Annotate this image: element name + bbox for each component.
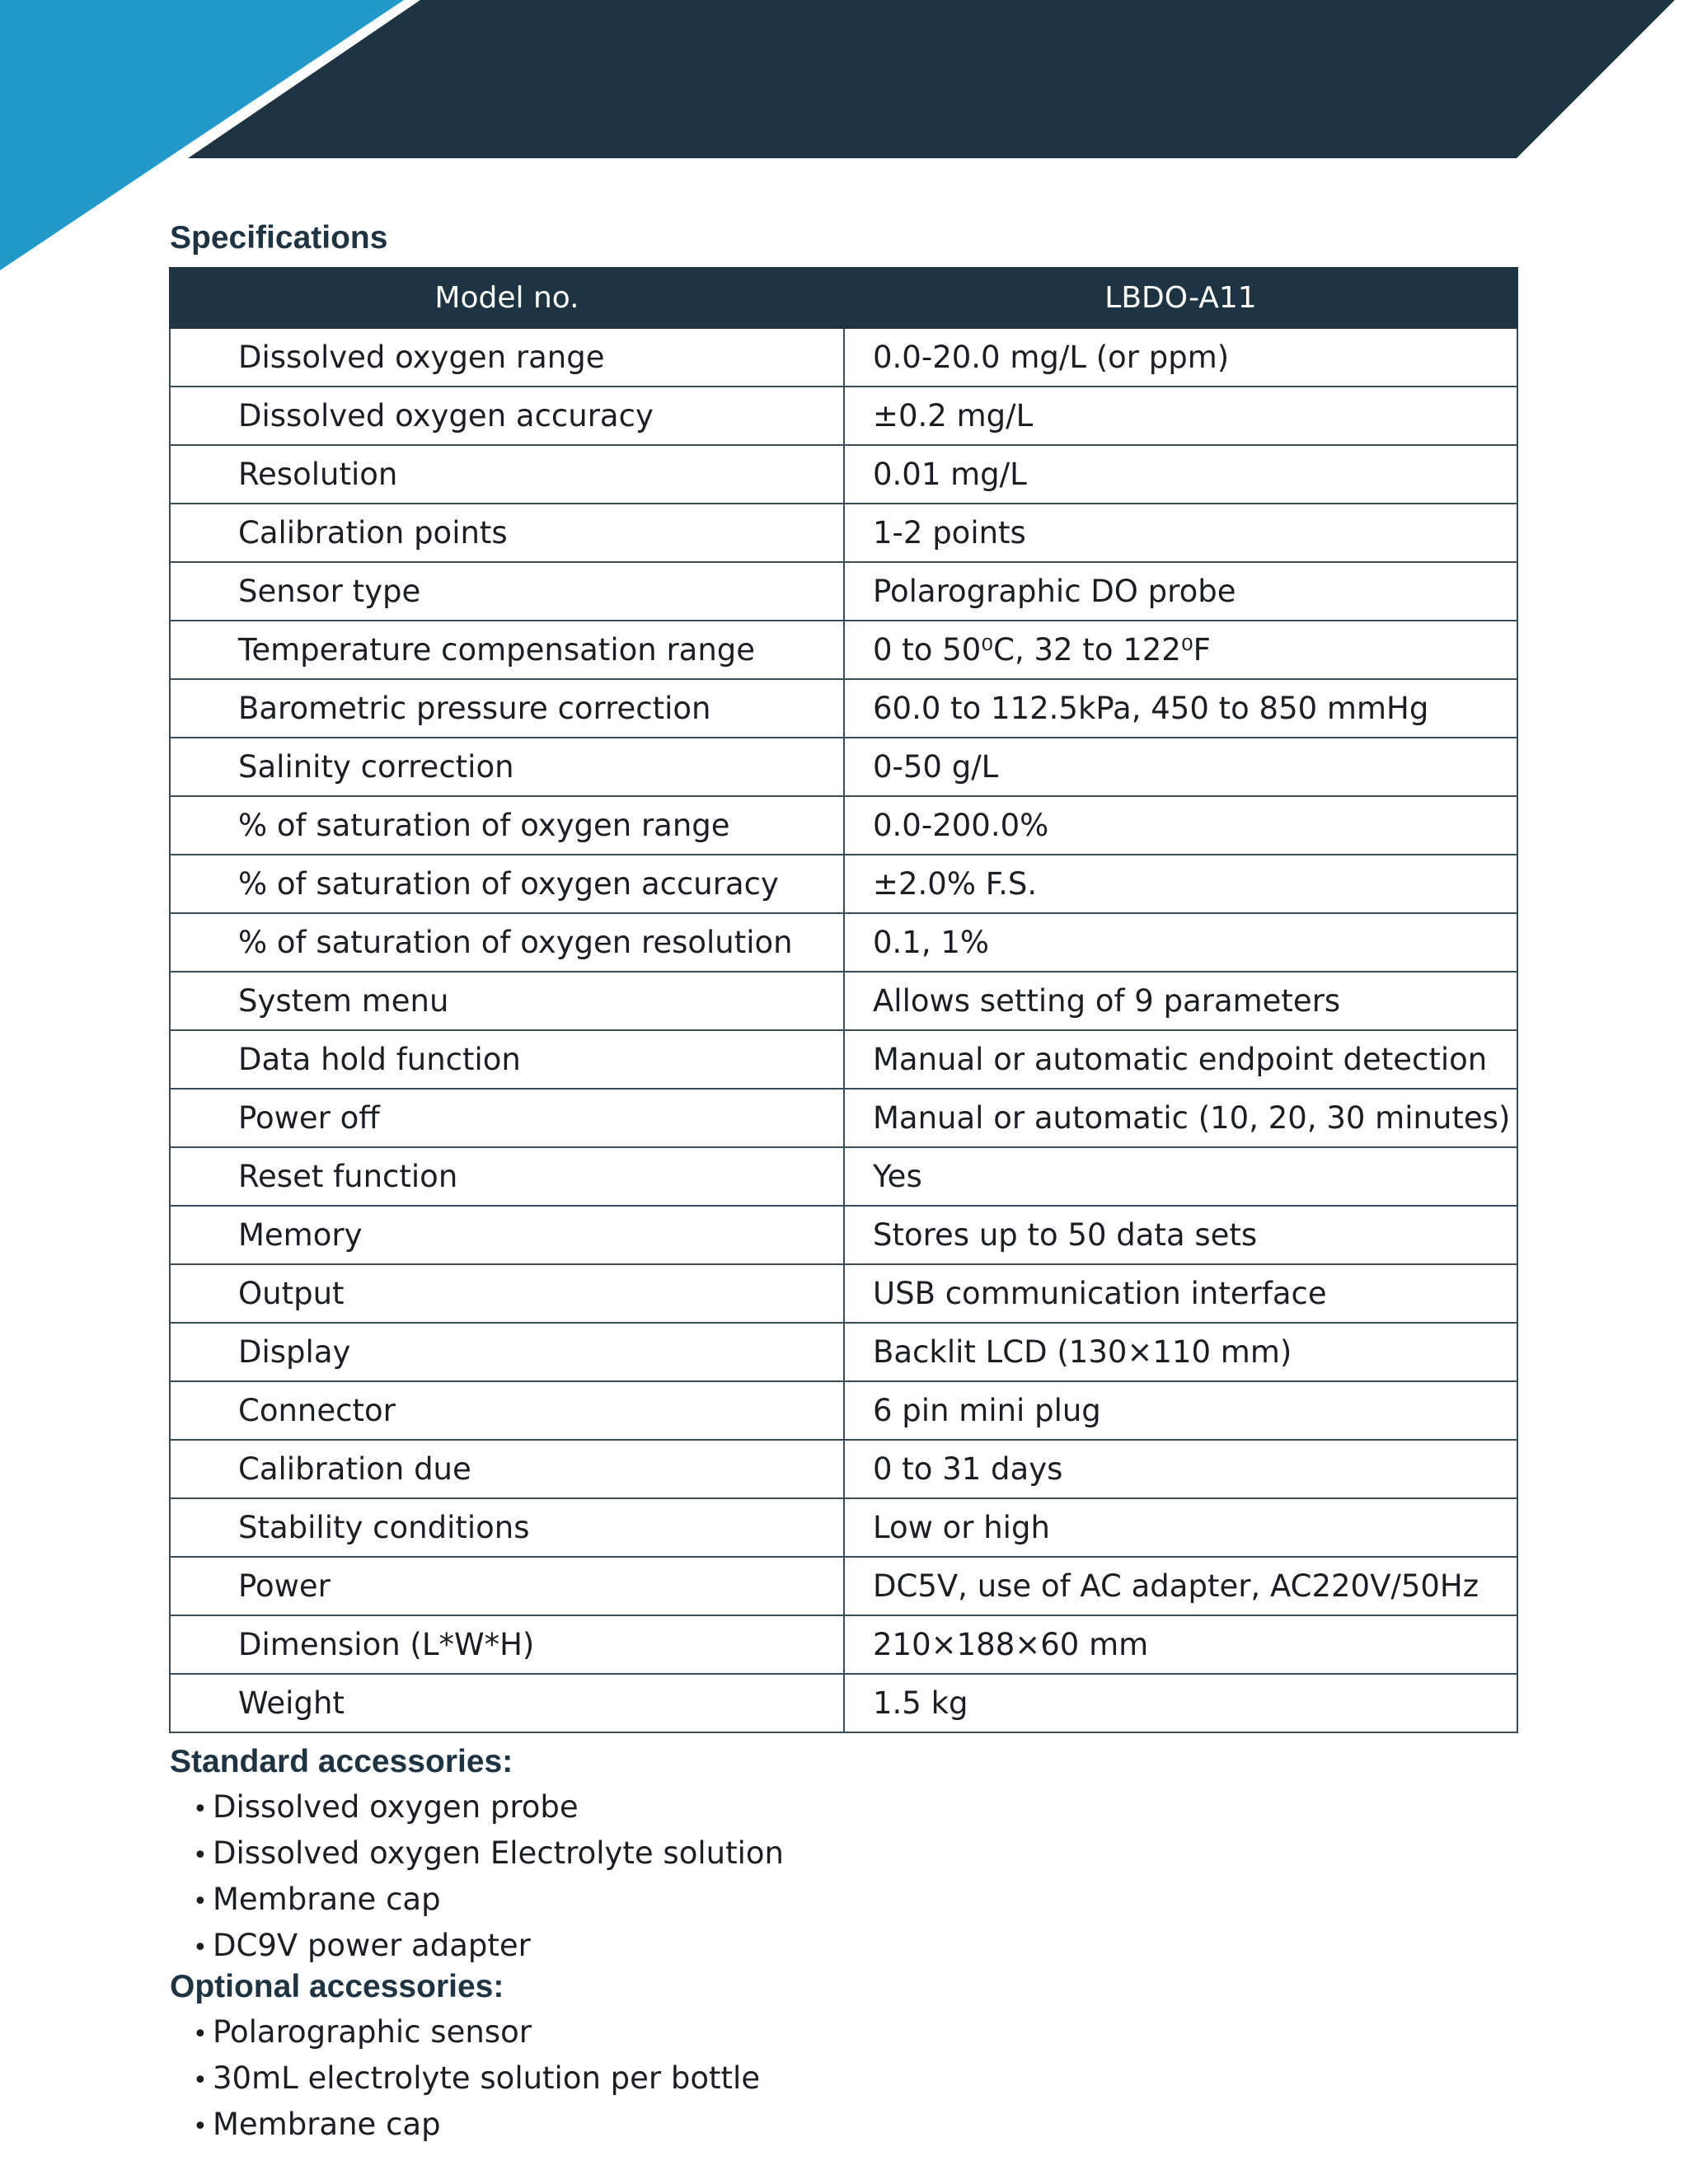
- list-item: [193, 2102, 760, 2149]
- standard-accessories-list: [170, 1785, 784, 1970]
- list-item-text: Membrane cap: [213, 2107, 441, 2142]
- spec-parameter: System menu: [170, 972, 844, 1030]
- standard-accessories: [170, 1742, 784, 1970]
- table-row: [170, 1498, 1517, 1557]
- bullet-icon: •: [193, 1933, 208, 1962]
- table-row: [170, 445, 1517, 504]
- spec-value: Polarographic DO probe: [844, 562, 1517, 621]
- header-model-label: Model no.: [170, 268, 844, 328]
- spec-parameter: % of saturation of oxygen resolution: [170, 913, 844, 972]
- table-row: [170, 1557, 1517, 1615]
- bullet-icon: •: [193, 1887, 208, 1916]
- bullet-icon: •: [193, 1841, 208, 1870]
- spec-value: USB communication interface: [844, 1264, 1517, 1323]
- bullet-icon: •: [193, 2066, 208, 2095]
- spec-parameter: Salinity correction: [170, 738, 844, 796]
- spec-parameter: Dimension (L*W*H): [170, 1615, 844, 1674]
- table-row: [170, 1264, 1517, 1323]
- table-row: [170, 855, 1517, 913]
- list-item: [193, 1785, 784, 1831]
- table-header-row: [170, 268, 1517, 328]
- table-row: [170, 1030, 1517, 1089]
- table-row: [170, 913, 1517, 972]
- spec-value: 0.01 mg/L: [844, 445, 1517, 504]
- spec-value: 1-2 points: [844, 504, 1517, 562]
- spec-parameter: Display: [170, 1323, 844, 1381]
- spec-value: 60.0 to 112.5kPa, 450 to 850 mmHg: [844, 679, 1517, 738]
- spec-value: 0 to 31 days: [844, 1440, 1517, 1498]
- spec-parameter: Power off: [170, 1089, 844, 1147]
- spec-parameter: Memory: [170, 1206, 844, 1264]
- spec-parameter: Data hold function: [170, 1030, 844, 1089]
- spec-value: Low or high: [844, 1498, 1517, 1557]
- spec-parameter: Stability conditions: [170, 1498, 844, 1557]
- table-row: [170, 1089, 1517, 1147]
- spec-value: Stores up to 50 data sets: [844, 1206, 1517, 1264]
- spec-parameter: Sensor type: [170, 562, 844, 621]
- spec-parameter: Temperature compensation range: [170, 621, 844, 679]
- list-item-text: Dissolved oxygen Electrolyte solution: [213, 1835, 784, 1871]
- list-item-text: DC9V power adapter: [213, 1928, 531, 1963]
- list-item: [193, 1924, 784, 1970]
- spec-parameter: Dissolved oxygen accuracy: [170, 387, 844, 445]
- table-row: [170, 1147, 1517, 1206]
- table-row: [170, 504, 1517, 562]
- list-item-text: Dissolved oxygen probe: [213, 1789, 579, 1825]
- bullet-icon: •: [193, 2020, 208, 2049]
- specifications-title: Specifications: [170, 220, 388, 255]
- spec-value: Yes: [844, 1147, 1517, 1206]
- list-item: [193, 2010, 760, 2056]
- header-model-value: LBDO-A11: [844, 268, 1517, 328]
- spec-value: Manual or automatic (10, 20, 30 minutes): [844, 1089, 1517, 1147]
- table-row: [170, 679, 1517, 738]
- spec-parameter: Dissolved oxygen range: [170, 328, 844, 387]
- spec-value: 1.5 kg: [844, 1674, 1517, 1732]
- spec-parameter: Power: [170, 1557, 844, 1615]
- spec-value: 0 to 50⁰C, 32 to 122⁰F: [844, 621, 1517, 679]
- table-row: [170, 1440, 1517, 1498]
- banner-navy-band: [188, 0, 1675, 158]
- spec-parameter: Reset function: [170, 1147, 844, 1206]
- table-row: [170, 1323, 1517, 1381]
- bullet-icon: •: [193, 1795, 208, 1824]
- spec-value: ±0.2 mg/L: [844, 387, 1517, 445]
- spec-value: 210×188×60 mm: [844, 1615, 1517, 1674]
- list-item: [193, 1877, 784, 1924]
- table-row: [170, 387, 1517, 445]
- bullet-icon: •: [193, 2112, 208, 2141]
- standard-accessories-title: Standard accessories:: [170, 1744, 513, 1779]
- table-row: [170, 328, 1517, 387]
- table-row: [170, 738, 1517, 796]
- spec-parameter: Calibration points: [170, 504, 844, 562]
- spec-value: 0.1, 1%: [844, 913, 1517, 972]
- spec-parameter: Weight: [170, 1674, 844, 1732]
- spec-value: 0-50 g/L: [844, 738, 1517, 796]
- optional-accessories-list: [170, 2010, 760, 2149]
- table-row: [170, 796, 1517, 855]
- table-row: [170, 1381, 1517, 1440]
- spec-value: 6 pin mini plug: [844, 1381, 1517, 1440]
- spec-parameter: % of saturation of oxygen accuracy: [170, 855, 844, 913]
- table-row: [170, 621, 1517, 679]
- specifications-table-body: [170, 328, 1517, 1732]
- spec-value: DC5V, use of AC adapter, AC220V/50Hz: [844, 1557, 1517, 1615]
- list-item-text: 30mL electrolyte solution per bottle: [213, 2060, 761, 2096]
- list-item-text: Polarographic sensor: [213, 2014, 532, 2050]
- spec-value: 0.0-20.0 mg/L (or ppm): [844, 328, 1517, 387]
- spec-parameter: Resolution: [170, 445, 844, 504]
- specifications-table: [169, 267, 1518, 1733]
- spec-parameter: Calibration due: [170, 1440, 844, 1498]
- table-row: [170, 972, 1517, 1030]
- spec-parameter: Output: [170, 1264, 844, 1323]
- spec-value: ±2.0% F.S.: [844, 855, 1517, 913]
- table-row: [170, 1674, 1517, 1732]
- table-row: [170, 1206, 1517, 1264]
- spec-value: Backlit LCD (130×110 mm): [844, 1323, 1517, 1381]
- spec-parameter: % of saturation of oxygen range: [170, 796, 844, 855]
- table-row: [170, 562, 1517, 621]
- list-item: [193, 1831, 784, 1877]
- optional-accessories-title: Optional accessories:: [170, 1969, 504, 2004]
- list-item-text: Membrane cap: [213, 1882, 441, 1917]
- list-item: [193, 2056, 760, 2102]
- spec-value: Manual or automatic endpoint detection: [844, 1030, 1517, 1089]
- spec-value: 0.0-200.0%: [844, 796, 1517, 855]
- optional-accessories: [170, 1967, 760, 2149]
- spec-value: Allows setting of 9 parameters: [844, 972, 1517, 1030]
- spec-parameter: Connector: [170, 1381, 844, 1440]
- spec-parameter: Barometric pressure correction: [170, 679, 844, 738]
- table-row: [170, 1615, 1517, 1674]
